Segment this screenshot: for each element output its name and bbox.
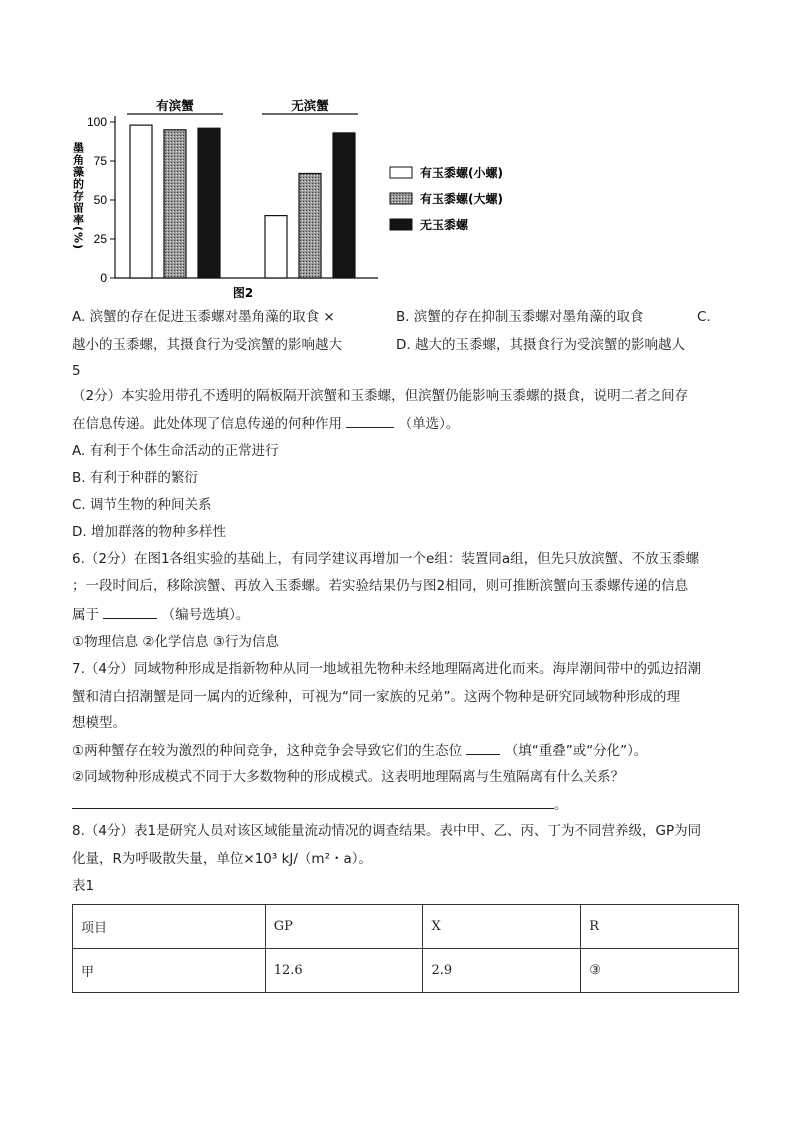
legend-swatch (390, 219, 412, 230)
bar (265, 216, 287, 278)
answer-blank[interactable] (103, 606, 157, 619)
q5-stem: 在信息传递。此处体现了信息传递的何种作用 (72, 416, 342, 432)
q5-text-line1: （2分）本实验用带孔不透明的隔板隔开滨蟹和玉黍螺，但滨蟹仍能影响玉黍螺的摄食，说明二者之间存 (72, 388, 689, 404)
q5-stem-end: （单选）。 (398, 416, 460, 432)
table-row (73, 949, 739, 993)
y-tick-label: 100 (86, 115, 107, 129)
answer-blank[interactable] (466, 742, 500, 755)
q5-text-line2 (72, 415, 459, 433)
q6-stem-end: （编号选填）。 (161, 607, 250, 623)
table-header-cell: 项目 (73, 905, 266, 949)
q8-line2: 化量，R为呼吸散失量，单位×10³ kJ/（m²・a）。 (72, 851, 373, 867)
q7-line1: 7.（4分）同域物种形成是指新物种从同一地域祖先物种未经地理隔离进化而来。海岸潮间带中的弧边招潮 (72, 661, 701, 677)
table-header-row (73, 905, 739, 949)
question-number: 5 (72, 363, 81, 379)
table-cell: 2.9 (423, 949, 581, 993)
bar (198, 128, 220, 278)
bar (299, 173, 321, 278)
y-tick-label: 75 (93, 154, 107, 168)
q8-line1: 8.（4分）表1是研究人员对该区域能量流动情况的调查结果。表中甲、乙、丙、丁为不同营养级，GP为同 (72, 823, 702, 839)
q7-sub1-end: （填“重叠”或“分化”）。 (504, 743, 648, 759)
legend-swatch (390, 193, 412, 204)
data-table (72, 904, 739, 993)
table-caption: 表1 (72, 878, 95, 894)
q5-option-b: B. 有利于种群的繁衍 (72, 470, 198, 486)
legend-label: 有玉黍螺(大螺) (420, 192, 503, 206)
table-header-cell: X (423, 905, 581, 949)
q6-line1: 6.（2分）在图1各组实验的基础上，有同学建议再增加一个e组：装置同a组，但先只放滨蟹、不放玉黍螺 (72, 551, 700, 567)
q7-line2: 蟹和清白招潮蟹是同一属内的近缘种，可视为“同一家族的兄弟”。这两个物种是研究同域物种形成的理 (72, 689, 680, 705)
option-a: A. 滨蟹的存在促进玉黍螺对墨角藻的取食 × (72, 309, 335, 325)
q7-line3: 想模型。 (72, 715, 126, 731)
q6-line2: ；一段时间后，移除滨蟹、再放入玉黍螺。若实验结果仍与图2相同，则可推断滨蟹向玉黍螺传递的信息 (72, 578, 689, 594)
table-header-cell: GP (265, 905, 423, 949)
answer-blank[interactable] (72, 796, 554, 809)
option-d: D. 越大的玉黍螺，其摄食行为受滨蟹的影响越人 (396, 337, 685, 353)
q7-sub2: ②同域物种形成模式不同于大多数物种的形成模式。这表明地理隔离与生殖隔离有什么关系？ (72, 769, 625, 785)
group-label: 无滨蟹 (291, 98, 329, 113)
answer-blank[interactable] (346, 415, 394, 428)
option-b: B. 滨蟹的存在抑制玉黍螺对墨角藻的取食 (396, 309, 644, 325)
q7-sub1-stem: ①两种蟹存在较为激烈的种间竞争，这种竞争会导致它们的生态位 (72, 743, 463, 759)
q6-line3 (72, 606, 249, 624)
q7-answer-line (72, 796, 568, 814)
figure-caption: 图2 (232, 286, 254, 300)
legend-label: 无玉黍螺 (420, 218, 469, 232)
option-c-label: C. (697, 309, 711, 325)
bar-chart (60, 90, 540, 305)
bar (130, 125, 152, 278)
q5-option-c: C. 调节生物的种间关系 (72, 497, 212, 513)
bar (333, 133, 355, 278)
legend-label: 有玉黍螺(小螺) (420, 166, 503, 180)
y-axis-label: 墨角藻的存留率(%) (71, 142, 85, 251)
table-cell: 甲 (73, 949, 266, 993)
group-label: 有滨蟹 (156, 98, 194, 113)
q7-answer-end: 。 (554, 797, 568, 813)
q6-stem: 属于 (72, 607, 99, 623)
y-tick-label: 0 (100, 271, 107, 285)
q5-option-d: D. 增加群落的物种多样性 (72, 524, 226, 540)
bar (164, 130, 186, 278)
table-cell: 12.6 (265, 949, 423, 993)
option-c-text: 越小的玉黍螺，其摄食行为受滨蟹的影响越大 (72, 337, 342, 353)
q5-option-a: A. 有利于个体生命活动的正常进行 (72, 443, 279, 459)
q7-sub1 (72, 742, 647, 760)
legend-swatch (390, 167, 412, 178)
q6-choices: ①物理信息 ②化学信息 ③行为信息 (72, 634, 279, 650)
table-cell: ③ (581, 949, 739, 993)
y-tick-label: 25 (93, 232, 107, 246)
table-header-cell: R (581, 905, 739, 949)
y-tick-label: 50 (93, 193, 107, 207)
